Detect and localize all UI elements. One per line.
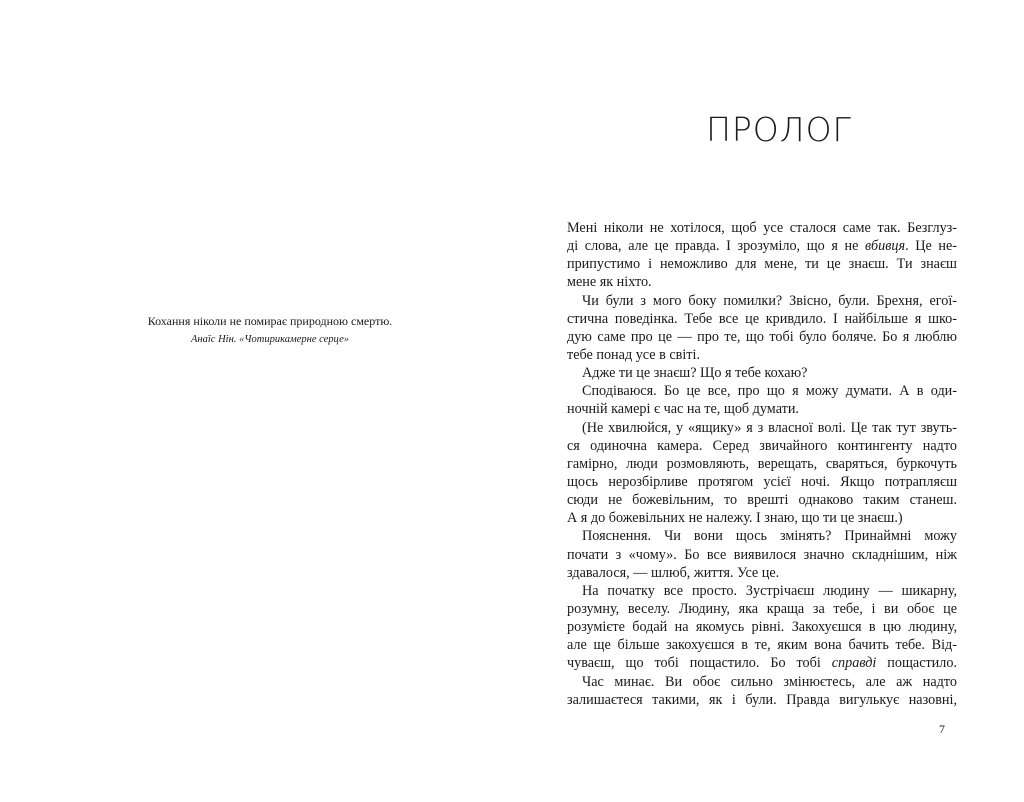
text-line: ся одиночна камера. Серед звичайного контингенту надто <box>567 437 957 454</box>
text-line: гамірно, люди розмовляють, верещать, сваряться, буркочуть <box>567 455 957 472</box>
text-line: Чи були з мого боку помилки? Звісно, були. Брехня, егої- <box>582 292 957 309</box>
right-page <box>512 0 1024 802</box>
emphasis: вбивця <box>865 238 906 255</box>
text-line: сюди не божевільним, то врешті однаково таким станеш. <box>567 492 957 509</box>
epigraph-attribution: Анаїс Нін. «Чотирикамерне серце» <box>191 334 349 345</box>
text-line: ді слова, але це правда. І зрозуміло, що я не вбивця. Це не- <box>567 238 957 255</box>
text-line: розумієте бодай на якомусь рівні. Закохуєшся в цю людину, <box>567 619 957 636</box>
text-line: але ще більше закохуєшся в те, яким вона бачить тебе. Від- <box>567 637 957 654</box>
text-line: А я до божевільних не належу. І знаю, що ти це знаєш.) <box>567 510 903 527</box>
text-line: щось нерозбірливе протягом усієї ночі. Якщо потрапляєш <box>567 473 957 490</box>
text-line: Час минає. Ви обоє сильно змінюєтесь, але аж надто <box>582 673 957 690</box>
text-line: Сподіваюся. Бо це все, про що я можу думати. А в оди- <box>582 383 957 400</box>
text-line: почати з «чому». Бо все виявилося значно складнішим, ніж <box>567 546 957 563</box>
text-line: На початку все просто. Зустрічаєш людину — шикарну, <box>582 582 957 599</box>
text-line: ночній камері є час на те, щоб думати. <box>567 401 799 418</box>
text-line: розумну, веселу. Людину, яка краща за тебе, і ви обоє це <box>567 600 957 617</box>
emphasis: справді <box>831 655 877 672</box>
text-line: дую саме про це — про те, що тобі було боляче. Бо я люблю <box>567 328 957 345</box>
text-line: чуваєш, що тобі пощастило. Бо тобі справді пощастило. <box>567 655 957 672</box>
page-number: 7 <box>939 722 945 736</box>
text-line: мене як ніхто. <box>567 274 652 291</box>
text-line: залишаєтеся такими, як і були. Правда вигулькує назовні, <box>567 691 957 708</box>
text-line: стична поведінка. Тебе все це кривдило. І найбільше я шко- <box>567 310 957 327</box>
text-line: Мені ніколи не хотілося, щоб усе сталося саме так. Безглуз- <box>567 220 957 236</box>
chapter-title: ПРОЛОГ <box>706 110 852 149</box>
body-text <box>567 219 957 709</box>
epigraph-quote: Кохання ніколи не помирає природною смертю. <box>147 314 393 328</box>
epigraph <box>0 313 540 348</box>
text-line: (Не хвилюйся, у «ящику» я з власної волі. Це так тут звуть- <box>582 419 957 436</box>
text-line: тебе понад усе в світі. <box>567 346 700 363</box>
text-line: припустимо і неможливо для мене, ти це знаєш. Ти знаєш <box>567 256 957 273</box>
text-line: здавалося, — шлюб, життя. Усе це. <box>567 564 780 581</box>
text-line: Пояснення. Чи вони щось змінять? Принаймні можу <box>582 528 957 545</box>
text-line: Адже ти це знаєш? Що я тебе кохаю? <box>582 365 808 382</box>
